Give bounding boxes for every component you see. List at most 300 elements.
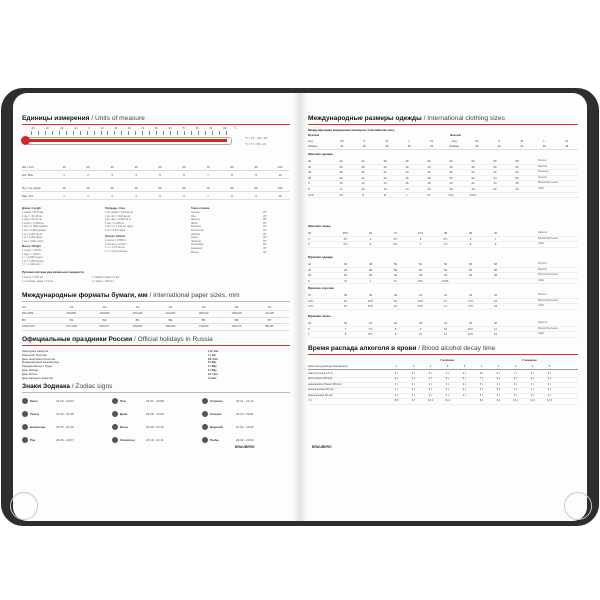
women-clothing-row-cell: 52 bbox=[493, 170, 497, 175]
weight-line: 1 унция = 28,35 г bbox=[22, 249, 43, 252]
men-clothing-country: США bbox=[538, 278, 544, 282]
thermometer-scale-label: 10 bbox=[100, 127, 104, 130]
women-clothing-row-cell: 58 bbox=[515, 159, 519, 163]
length-line: 1 миля = 1,609 км bbox=[22, 221, 44, 225]
thermometer-unit: °C bbox=[233, 126, 237, 130]
zodiac-dates: 24.10 - 22.11 bbox=[146, 438, 164, 442]
alcohol-row-cell: 2 ч bbox=[445, 382, 450, 386]
paper-row-cell: 594x841 bbox=[66, 311, 77, 315]
alcohol-row-cell: 2 ч bbox=[462, 393, 467, 397]
women-clothing-row-cell: 20 bbox=[471, 187, 475, 191]
women-clothing-row-cell: 46 bbox=[427, 170, 431, 175]
fabrics-line: Нейлон bbox=[191, 232, 201, 236]
weight-line: 1 г = 0,035 унции bbox=[22, 256, 43, 260]
alcohol-head-rule bbox=[308, 369, 578, 370]
holiday-date: 23 / Feb bbox=[208, 357, 218, 361]
alcohol-row-cell: 9,4 bbox=[496, 399, 501, 402]
women-clothing-row-cell: 18 bbox=[427, 181, 431, 186]
men-clothing-row bbox=[308, 279, 508, 283]
men-shirts-row-rule bbox=[308, 309, 578, 310]
paper-row-cell: A2 bbox=[102, 305, 107, 309]
women-clothing-row-cell: 44 bbox=[405, 170, 409, 175]
thermometer-tick bbox=[80, 131, 81, 135]
women-shoes-country: Европа bbox=[538, 231, 547, 234]
thermometer-scale-label: 60 bbox=[168, 127, 172, 130]
zodiac-name: Козерог bbox=[210, 412, 222, 416]
men-clothing-row-cell bbox=[483, 279, 508, 283]
length-line: 1 м = 3,281 фута bbox=[22, 232, 43, 236]
fabrics-line: Полиамид bbox=[191, 243, 204, 247]
row-bar-cell: Бар / Psi bbox=[22, 194, 34, 198]
thermometer-scale-label: 50 bbox=[155, 127, 158, 130]
fabrics-line: Мохер bbox=[191, 250, 199, 254]
men-clothing-row-cell: 54 bbox=[443, 262, 448, 266]
fabrics-temp: 30° bbox=[263, 247, 267, 250]
paper-row-cell: A4 bbox=[168, 305, 173, 309]
men-shoes-row-cell: 10 bbox=[418, 332, 423, 337]
row-ft bbox=[22, 186, 292, 190]
row-ft-cell: 50 bbox=[158, 186, 162, 190]
alcohol-row bbox=[308, 383, 558, 386]
alcohol-row-cell bbox=[456, 399, 473, 402]
men-shoes-row bbox=[308, 332, 508, 336]
men-clothing-row-cell: M bbox=[344, 278, 347, 283]
row-km-cell: 10 bbox=[278, 173, 282, 177]
women-shoes-row-cell: 35 bbox=[308, 231, 312, 235]
women-clothing-row bbox=[308, 187, 528, 191]
men-clothing-row-cell: 42 bbox=[418, 273, 423, 278]
men-shirts-row-cell: 39 bbox=[368, 293, 373, 297]
intl-size-vals-cell: 42 bbox=[497, 144, 501, 148]
women-clothing-row-cell: 16 bbox=[405, 181, 409, 186]
paper-rule bbox=[22, 301, 290, 302]
zodiac-symbol-icon bbox=[202, 411, 208, 417]
women-clothing-country: США bbox=[538, 187, 544, 190]
women-shoes-row-cell: 4 bbox=[369, 236, 372, 241]
thermometer-scale-label: 30 bbox=[127, 127, 131, 130]
zodiac-symbol-icon bbox=[202, 424, 208, 430]
zodiac-sign bbox=[202, 411, 254, 417]
zodiac-sign bbox=[202, 398, 253, 404]
thermometer-tick bbox=[94, 131, 95, 135]
women-shoes-row-cell: 4½ bbox=[393, 236, 398, 241]
intl-size-vals-cell: 46 bbox=[542, 144, 546, 148]
alcohol-row-cell: 2 ч bbox=[462, 388, 467, 392]
women-shoes-row-cell: 39 bbox=[468, 231, 473, 235]
paper-row-cell: 148x210 bbox=[198, 311, 209, 315]
thermometer-tick bbox=[226, 131, 227, 135]
alcohol-row-cell: 5 ч bbox=[411, 372, 416, 375]
paper-row-cell: A1 bbox=[69, 305, 74, 309]
women-shoes-row-cell: 37 bbox=[393, 231, 398, 235]
alcohol-head-cell: 5 bbox=[548, 364, 551, 368]
row-km-cell: 7 bbox=[207, 173, 209, 177]
women-clothing-row-cell: 8 bbox=[308, 181, 310, 186]
women-clothing-row-cell: 38 bbox=[308, 175, 312, 180]
row-mm bbox=[22, 165, 292, 169]
women-clothing-row-cell: 10 bbox=[339, 181, 343, 186]
women-clothing-row-cell: 48 bbox=[427, 175, 431, 180]
volume-line: 1 л = 0,22 галлона bbox=[105, 249, 128, 253]
men-clothing-row-cell: 46 bbox=[468, 273, 473, 278]
left-page bbox=[13, 93, 300, 521]
women-clothing-row-cell: 48 bbox=[405, 159, 409, 163]
intl-size-head bbox=[308, 139, 578, 143]
row-km-cell: 1 bbox=[63, 173, 65, 177]
men-shoes-country: США bbox=[538, 332, 544, 336]
units-title-en: / Units of measure bbox=[89, 115, 145, 122]
women-clothing-row-cell: 24 bbox=[515, 187, 519, 191]
paper-title-en: / International paper sizes, mm bbox=[147, 292, 240, 299]
zodiac-dates: 24.09 - 23.10 bbox=[146, 425, 164, 429]
alcohol-row-cell: 4 ч bbox=[513, 388, 518, 392]
zodiac-name: Телец bbox=[30, 412, 39, 416]
women-clothing-row-rule bbox=[308, 197, 578, 198]
men-shirts-row-cell: 17 bbox=[443, 304, 448, 309]
paper-row-cell: 297x420 bbox=[132, 311, 143, 315]
women-clothing-row-cell: 40 bbox=[383, 164, 387, 169]
alcohol-row-cell: 2 ч bbox=[428, 382, 433, 386]
alcohol-head-cell: 3 bbox=[514, 364, 517, 368]
women-clothing-row-cell: XXS bbox=[308, 192, 314, 197]
intl-size-head-cell: M bbox=[520, 139, 523, 143]
alcohol-title-en: / Blood alcohol decay time bbox=[416, 345, 496, 352]
thermometer-tick bbox=[212, 131, 213, 135]
men-clothing-row-cell: 36 bbox=[343, 273, 348, 278]
women-clothing-row-cell: S bbox=[362, 192, 364, 197]
men-shirts-row-cell: 16½ bbox=[417, 304, 424, 309]
thermometer-tick bbox=[107, 131, 108, 135]
men-clothing-row-cell: XXL bbox=[417, 278, 424, 283]
fabrics-temp: 40° bbox=[263, 225, 267, 229]
fabrics-temp: 30° bbox=[263, 239, 267, 243]
women-shoes-row-cell: 7 bbox=[494, 236, 497, 241]
alcohol-row-cell: 3 ч bbox=[428, 393, 433, 397]
men-clothing-row-cell: 50 bbox=[393, 267, 398, 272]
intl-size-vals-cell: 46 bbox=[362, 144, 366, 148]
women-shoes-row-cell: 7½ bbox=[443, 242, 448, 247]
intl-size-head-cell: XL bbox=[565, 139, 569, 143]
alcohol-row-cell: 6 ч bbox=[479, 388, 484, 392]
thermometer-formula-2: °F = °C × 9/5 + 32 bbox=[245, 143, 266, 146]
men-shoes-row-rule bbox=[308, 337, 578, 338]
paper-row-rule bbox=[22, 330, 290, 331]
row-km-cell: 4 bbox=[135, 173, 137, 177]
men-clothing-row bbox=[308, 268, 508, 272]
women-shoes-row-cell: 6 bbox=[369, 242, 372, 247]
thermometer-ticks bbox=[31, 131, 227, 136]
row-mm-cell: 70 bbox=[206, 165, 210, 169]
units-rule bbox=[22, 124, 290, 125]
men-clothing-row-cell: 34 bbox=[308, 273, 312, 278]
women-shoes-row-cell: 40 bbox=[493, 231, 498, 235]
paper-row-cell: B0 bbox=[22, 318, 26, 322]
alcohol-row-cell: 5 ч bbox=[496, 393, 501, 397]
fabrics-line: Шелк bbox=[191, 221, 198, 225]
fabrics-line: Кашемир bbox=[191, 247, 203, 250]
row-km-cell: 2 bbox=[87, 173, 89, 177]
intl-size-head-cell: XS bbox=[339, 139, 344, 143]
alcohol-row-cell: 5 ч bbox=[530, 377, 535, 381]
fabrics-temp: 30° bbox=[263, 236, 267, 240]
women-clothing-country: Великобритания bbox=[538, 181, 558, 185]
alcohol-row-cell: 6 ч bbox=[394, 372, 399, 375]
row-mm-cell: 40 bbox=[134, 165, 138, 169]
thermometer-formula-1: °C = (°F − 32) × 5/9 bbox=[245, 137, 268, 140]
women-clothing-row-cell: XS bbox=[339, 192, 343, 197]
row-ft-cell: Фут / кв. дюйм bbox=[22, 186, 41, 190]
men-clothing-row-cell: 52 bbox=[418, 262, 423, 266]
row-bar-cell: 4 bbox=[135, 194, 137, 198]
alcohol-row-cell: 4 ч bbox=[462, 372, 467, 375]
women-shoes-row bbox=[308, 231, 533, 235]
area-line: 1 кв. ярд = 0,836 кв.м bbox=[105, 218, 131, 222]
paper-title bbox=[22, 292, 240, 299]
men-clothing-row-cell: 50 bbox=[393, 262, 398, 266]
paper-row-cell: 1000x1414 bbox=[22, 324, 35, 328]
men-shirts-row-cell: 18 bbox=[493, 298, 498, 303]
alcohol-row-rule bbox=[308, 404, 578, 405]
alcohol-row-cell: 4 ч bbox=[513, 382, 518, 386]
alcohol-row-cell: 3 ч bbox=[547, 393, 552, 397]
women-clothing-row-cell: 52 bbox=[449, 159, 453, 163]
intl-size-vals-cell: 48 bbox=[385, 144, 389, 148]
alcohol-row-cell: 3 ч bbox=[445, 393, 450, 397]
alcohol-row-cell: шампанское (бокал 150 мл) bbox=[308, 382, 342, 386]
alcohol-row bbox=[308, 372, 558, 375]
alcohol-row-cell: 3 ч bbox=[394, 382, 399, 386]
row-km-cell: 9 bbox=[255, 173, 257, 177]
alcohol-row-cell: 3 ч bbox=[547, 388, 552, 392]
women-shoes-row-cell: 5½ bbox=[443, 236, 448, 241]
liquid-measures-line: 1 чайная ложка = 5 мл bbox=[92, 276, 120, 279]
alcohol-row-cell: 8 ч bbox=[496, 372, 501, 375]
men-shirts-country: Великобритания bbox=[538, 298, 558, 302]
alcohol-head-cell: 3 bbox=[429, 364, 432, 368]
thermometer-tick bbox=[205, 131, 206, 135]
intl-size-vals-cell: Размер bbox=[449, 144, 460, 148]
page-corner-bottom-right bbox=[564, 492, 592, 520]
men-clothing-row-cell: 46 bbox=[343, 262, 348, 266]
alcohol-row-cell: 3 ч bbox=[547, 382, 552, 386]
holiday-name: Рождество Христово bbox=[22, 353, 48, 357]
men-clothing-row-cell: S bbox=[308, 278, 310, 283]
zodiac-dates: 22.12 - 20.01 bbox=[236, 412, 254, 416]
volume-line: 1 пинта = 0,568 л bbox=[105, 239, 126, 242]
zodiac-dates: 23.07 - 23.08 bbox=[146, 399, 164, 403]
men-shoes-row-cell: 8 bbox=[344, 332, 347, 337]
alcohol-row-cell: 4 ч bbox=[394, 393, 399, 397]
thermometer bbox=[21, 129, 231, 143]
area-line: 1 га = 2,471 акра bbox=[105, 229, 126, 232]
zodiac-sign bbox=[22, 398, 74, 404]
row-km-rule bbox=[22, 178, 290, 179]
alcohol-row-cell: вино (бокал 200 мл) bbox=[308, 377, 333, 381]
men-clothing-row-cell: 48 bbox=[368, 267, 373, 272]
area-line: 1 кв. дюйм = 6,45 кв.см bbox=[105, 211, 133, 214]
paper-row-cell: 88x125 bbox=[265, 324, 274, 328]
fabrics-line: Полиэстер bbox=[191, 229, 204, 232]
men-clothing-row-cell: 56 bbox=[468, 267, 473, 272]
fabrics-temp: 30° bbox=[263, 214, 267, 218]
women-clothing-row-cell: 42 bbox=[339, 159, 343, 163]
alcohol-row-cell: коньяк (рюмка 50 мл) bbox=[308, 388, 334, 392]
women-shoes-row-cell: 5½ bbox=[343, 242, 348, 247]
alcohol-row-cell: 4 ч bbox=[411, 377, 416, 381]
row-km-cell: 3 bbox=[111, 173, 113, 177]
women-shoes-country: США bbox=[538, 242, 544, 246]
paper-row-cell: 105x148 bbox=[231, 311, 242, 315]
women-clothing-country: Европа bbox=[538, 164, 547, 168]
intl-sizes-sub: Международная маркировка размеров / International sizes bbox=[308, 128, 395, 132]
length-line: 1 фут = 30,48 см bbox=[22, 214, 43, 218]
thermometer-tick bbox=[45, 131, 46, 135]
alcohol-row bbox=[308, 377, 558, 380]
page-gutter bbox=[292, 93, 308, 521]
paper-row bbox=[22, 312, 286, 315]
holiday-name: Новогодние каникулы bbox=[22, 350, 49, 353]
women-clothing-row-cell: 38 bbox=[361, 164, 365, 169]
thermometer-tick bbox=[59, 131, 60, 135]
men-shirts-row-cell: 40 bbox=[393, 293, 398, 297]
men-shirts-country: Россия bbox=[538, 293, 547, 296]
women-clothing-row-cell: 26 bbox=[515, 181, 519, 186]
zodiac-sign bbox=[202, 437, 254, 443]
alcohol-row-cell: 10,2 bbox=[427, 399, 434, 402]
women-shoes-row-cell: 7 bbox=[419, 242, 422, 247]
zodiac-sign bbox=[112, 398, 164, 404]
row-mm-cell: 80 bbox=[230, 165, 234, 169]
weight-head: Масса / Weight bbox=[22, 245, 41, 248]
paper-row-cell: A5 bbox=[201, 305, 206, 309]
alcohol-row-cell: 5 ч bbox=[547, 372, 552, 375]
women-clothing-row-cell: 20 bbox=[449, 181, 453, 186]
women-clothing-row-cell: 54 bbox=[515, 170, 519, 175]
women-clothing-row-cell: 56 bbox=[493, 159, 497, 163]
alcohol-row-cell: 6 ч bbox=[479, 393, 484, 397]
brand-logo: BRAUBERG bbox=[235, 445, 255, 449]
zodiac-symbol-icon bbox=[112, 411, 118, 417]
volume-line: 1 л = 1,76 пинты bbox=[105, 246, 125, 250]
alcohol-row-cell: 4 ч bbox=[445, 372, 450, 375]
women-clothing-row-cell: 52 bbox=[471, 175, 475, 180]
thermometer-scale-label: -40 bbox=[31, 127, 35, 130]
row-bar-cell: 6 bbox=[183, 194, 185, 198]
women-clothing-row-cell bbox=[484, 193, 506, 197]
women-clothing-row-cell: 50 bbox=[427, 159, 431, 163]
alcohol-row-cell: водка (рюмка 50 мл) bbox=[308, 393, 333, 397]
men-clothing-row-cell: 40 bbox=[393, 273, 398, 278]
alcohol-title-ru: Время распада алкоголя в крови bbox=[308, 345, 417, 352]
zodiac-dates: 21.03 - 20.04 bbox=[56, 399, 74, 403]
alcohol-row-cell: 9 ч bbox=[479, 372, 484, 375]
zodiac-sign bbox=[22, 411, 74, 417]
men-shirts-row-cell: 15 bbox=[343, 298, 348, 303]
zodiac-dates: 21.04 - 21.05 bbox=[56, 412, 74, 416]
intl-size-vals-cell: 50 bbox=[407, 144, 411, 148]
men-clothing-row-cell: L bbox=[369, 278, 372, 283]
paper-row-cell: 74x105 bbox=[265, 311, 274, 315]
zodiac-dates: 23.11 - 21.12 bbox=[236, 399, 254, 403]
men-shoes-row bbox=[308, 327, 508, 331]
paper-row-cell: A7 bbox=[267, 305, 272, 309]
women-clothing-row-cell: 22 bbox=[471, 181, 475, 186]
thermometer-scale-label: 40 bbox=[141, 127, 145, 130]
men-clothing-row-cell: 46 bbox=[343, 267, 348, 272]
row-mm-rule bbox=[22, 170, 290, 171]
row-mm-cell: 20 bbox=[86, 165, 90, 169]
paper-row-cell: B4 bbox=[168, 318, 173, 322]
women-shoes-row-cell: 6 bbox=[469, 236, 472, 241]
fabrics-line: Хлопок bbox=[191, 211, 200, 214]
women-clothing-row-cell: 22 bbox=[493, 187, 497, 191]
fabrics-temp: 30° bbox=[263, 250, 267, 254]
women-clothing-row-cell: 54 bbox=[471, 159, 475, 163]
men-shirts-row-cell: 16 bbox=[393, 298, 398, 303]
thermometer-tick bbox=[198, 131, 199, 135]
men-shirts-row-cell: 15½ bbox=[367, 298, 374, 303]
row-bar-cell: 3 bbox=[111, 194, 113, 198]
men-shirts-row-cell: 18 bbox=[493, 304, 498, 309]
holidays-title bbox=[22, 336, 213, 343]
paper-row-cell: 125x176 bbox=[231, 324, 242, 328]
women-clothing-row-cell: 34 bbox=[308, 164, 312, 169]
alcohol-row-cell: 4 ч bbox=[530, 388, 535, 392]
women-clothing-row-cell: 10 bbox=[361, 187, 365, 191]
holiday-name: День России bbox=[22, 372, 38, 376]
zodiac-symbol-icon bbox=[22, 424, 28, 430]
thermometer-tick bbox=[73, 131, 74, 135]
paper-title-ru: Международные форматы бумаги, мм bbox=[22, 292, 148, 299]
zodiac-name: Лев bbox=[120, 399, 126, 403]
men-shirts-row-cell: 37 bbox=[308, 293, 312, 297]
women-shoes-row-cell: 6½ bbox=[393, 242, 398, 247]
women-clothing-row bbox=[308, 176, 528, 180]
thermometer-scale-label: 80 bbox=[195, 127, 199, 130]
alcohol-row-cell: 6 ч bbox=[530, 372, 535, 375]
row-bar-cell: 10 bbox=[278, 194, 282, 198]
thermometer-tick bbox=[184, 131, 185, 135]
men-shirts-row-cell: 16½ bbox=[417, 298, 424, 303]
women-clothing-row-cell: 44 bbox=[361, 159, 365, 163]
thermometer-tick bbox=[177, 131, 178, 135]
row-mm-cell: 10 bbox=[62, 165, 66, 169]
zodiac-symbol-icon bbox=[22, 411, 28, 417]
area-head: Площадь / Area bbox=[105, 207, 125, 210]
thermometer-tick bbox=[52, 131, 53, 135]
paper-row-cell: 420x594 bbox=[99, 311, 110, 315]
alcohol-row-cell: 3 ч bbox=[428, 388, 433, 392]
women-clothing-row-cell: 40 bbox=[308, 159, 312, 163]
women-clothing-row-cell: 36 bbox=[308, 170, 312, 175]
length-line: 1 ярд = 91,44 см bbox=[22, 218, 42, 222]
paper-row-cell: B7 bbox=[267, 318, 272, 322]
paper-row-cell: 250x353 bbox=[165, 324, 176, 328]
alcohol-row-cell: 5 ч bbox=[394, 377, 399, 381]
zodiac-sign bbox=[112, 424, 164, 430]
men-shoes-row-cell: 8 bbox=[394, 326, 397, 331]
holiday-date: 9 / May bbox=[208, 369, 217, 372]
women-clothing-row-cell: 50 bbox=[493, 164, 497, 169]
row-mm-cell: 50 bbox=[158, 165, 162, 169]
liquid-measures-title: Русская система мер капельного жидкости bbox=[22, 270, 84, 274]
women-clothing-row-cell: 6 bbox=[308, 187, 310, 191]
fabrics-line: Акрил bbox=[191, 236, 199, 240]
zodiac-symbol-icon bbox=[112, 424, 118, 430]
men-shirts-row-cell: 17 bbox=[443, 298, 448, 303]
women-clothing-row-cell: 46 bbox=[449, 164, 453, 169]
row-km bbox=[22, 173, 292, 177]
